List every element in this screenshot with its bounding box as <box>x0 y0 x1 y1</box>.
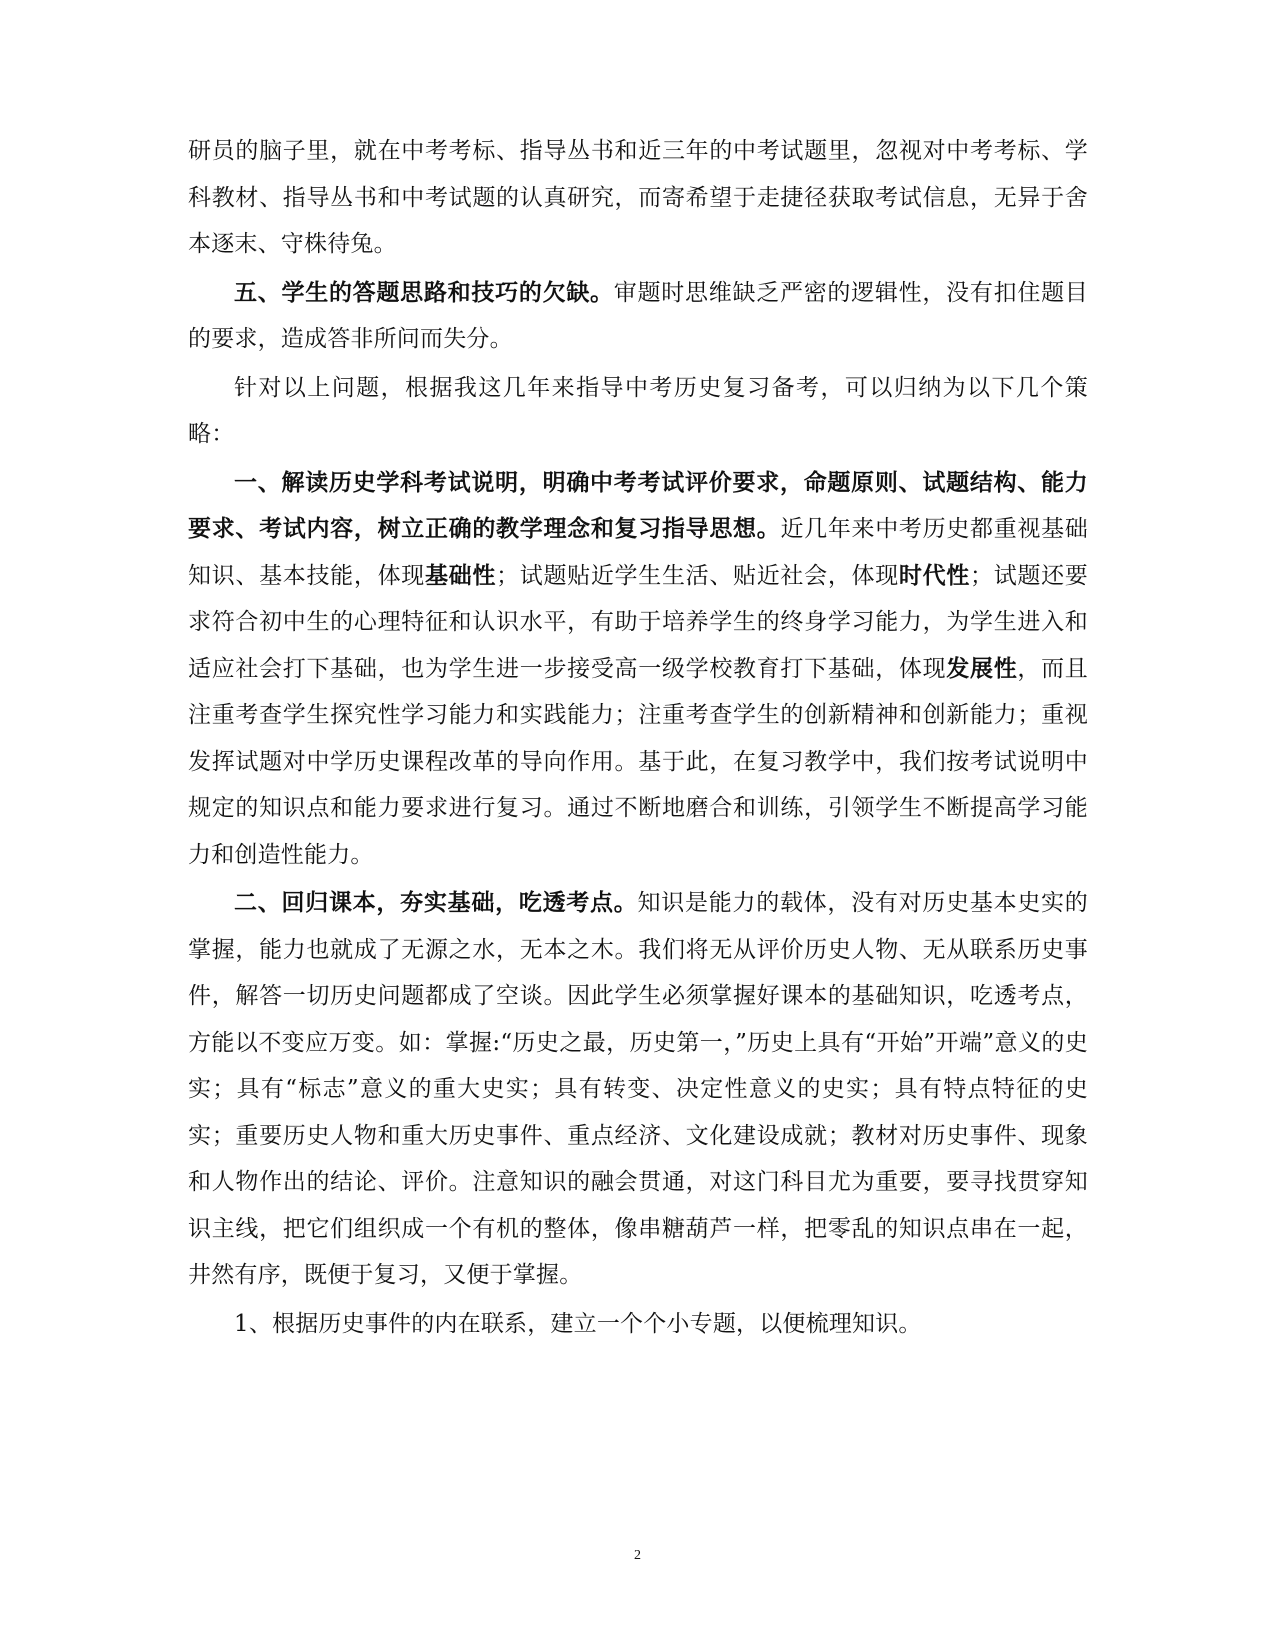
paragraph-6 <box>188 1301 1088 1348</box>
paragraph-4-text-d: ，而且注重考查学生探究性学习能力和实践能力；注重考查学生的创新精神和创新能力；重视发挥试题对中学历史课程改革的导向作用。基于此，在复习教学中，我们按考试说明中规定的知识点和能力要求进行复习。通过不断地磨合和训练，引领学生不断提高学习能力和创造性能力。 <box>188 655 1088 868</box>
paragraph-5-text: 知识是能力的载体，没有对历史基本史实的掌握，能力也就成了无源之水，无本之木。我们将无从评价历史人物、无从联系历史事件，解答一切历史问题都成了空谈。因此学生必须掌握好课本的基础知识，吃透考点，方能以不变应万变。如：掌握:“历史之最，历史第一，”历史上具有“开始”开端”意义的史实；具有“标志”意义的重大史实；具有转变、决定性意义的史实；具有特点特征的史实；重要历史人物和重大历史事件、重点经济、文化建设成就；教材对历史事件、现象和人物作出的结论、评价。注意知识的融会贯通，对这门科目尤为重要，要寻找贯穿知识主线，把它们组织成一个有机的整体，像串糖葫芦一样，把零乱的知识点串在一起，井然有序，既便于复习，又便于掌握。 <box>188 890 1088 1288</box>
document-body <box>188 128 1088 1349</box>
section-heading-1: 一、解读历史学科考试说明，明确中考考试评价要求，命题原则、试题结构、能力要求、考试内容，树立正确的教学理念和复习指导思想。 <box>188 468 1088 542</box>
section-heading-2: 二、回归课本，夯实基础，吃透考点。 <box>234 889 638 916</box>
paragraph-4-text-a: 近几年来中考历史都重视基础知识、基本技能，体现 <box>188 516 1089 589</box>
keyword-developmental: 发展性 <box>946 654 1018 682</box>
paragraph-4-text-c: ；试题还要求符合初中生的心理特征和认识水平，有助于培养学生的终身学习能力，为学生进入和适应社会打下基础，也为学生进一步接受高一级学校教育打下基础，体现 <box>188 562 1088 682</box>
paragraph-2 <box>188 270 1088 363</box>
paragraph-3 <box>188 365 1088 458</box>
paragraph-5 <box>188 880 1088 1299</box>
keyword-contemporary: 时代性 <box>898 561 970 589</box>
page-number: 2 <box>634 1548 641 1563</box>
paragraph-4-text-b: ；试题贴近学生生活、贴近社会，体现 <box>496 562 899 589</box>
paragraph-4 <box>188 460 1088 879</box>
paragraph-1-text: 研员的脑子里，就在中考考标、指导丛书和近三年的中考试题里，忽视对中考考标、学科教材、指导丛书和中考试题的认真研究，而寄希望于走捷径获取考试信息，无异于舍本逐末、守株待兔。 <box>188 138 1088 257</box>
keyword-foundational: 基础性 <box>424 561 497 589</box>
paragraph-3-text: 针对以上问题，根据我这几年来指导中考历史复习备考，可以归纳为以下几个策略： <box>188 374 1088 447</box>
paragraph-6-text: 1、根据历史事件的内在联系，建立一个个小专题，以便梳理知识。 <box>234 1310 922 1337</box>
paragraph-1 <box>188 128 1088 268</box>
paragraph-2-text: 审题时思维缺乏严密的逻辑性，没有扣住题目的要求，造成答非所问而失分。 <box>188 279 1089 352</box>
section-heading-5: 五、学生的答题思路和技巧的欠缺。 <box>234 278 614 306</box>
